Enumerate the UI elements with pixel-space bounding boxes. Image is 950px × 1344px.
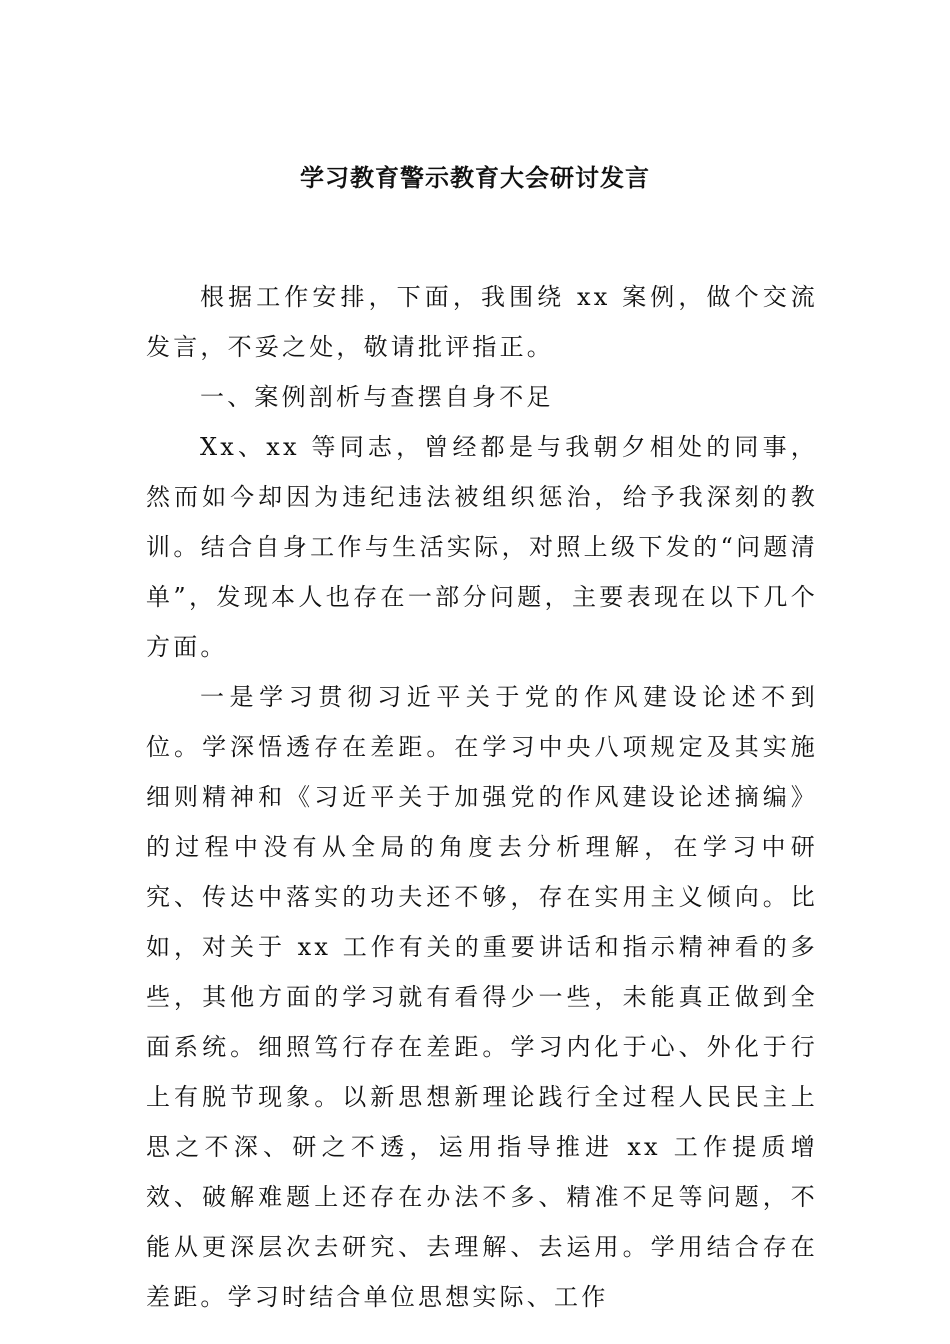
- paragraph-problem-one: 一是学习贯彻习近平关于党的作风建设论述不到位。学深悟透存在差距。在学习中央八项规定及其实施细则精神和《习近平关于加强党的作风建设论述摘编》的过程中没有从全局的角度去分析理解，在学习中研究、传达中落实的功夫还不够，存在实用主义倾向。比如，对关于 xx 工作有关的重要讲话和指示精神看的多些，其他方面的学习就有看得少一些，未能真正做到全面系统。细照笃行存在差距。学习内化于心、外化于行上有脱节现象。以新思想新理论践行全过程人民民主上思之不深、研之不透，运用指导推进 xx 工作提质增效、破解难题上还存在办法不多、精准不足等问题，不能从更深层次去研究、去理解、去运用。学用结合存在差距。学习时结合单位思想实际、工作: [146, 683, 818, 1311]
- section-heading: 一、案例剖析与查摆自身不足: [200, 383, 554, 411]
- paragraph-case-reflection: Xx、xx 等同志，曾经都是与我朝夕相处的同事，然而如今却因为违纪违法被组织惩治，给予我深刻的教训。结合自身工作与生活实际，对照上级下发的“问题清单”，发现本人也存在一部分问题，主要表现在以下几个方面。: [146, 433, 818, 661]
- document-body: [146, 272, 818, 1322]
- document-title: 学习教育警示教育大会研讨发言: [300, 163, 650, 192]
- paragraph-intro: 根据工作安排，下面，我围绕 xx 案例，做个交流发言，不妥之处，敬请批评指正。: [146, 283, 818, 361]
